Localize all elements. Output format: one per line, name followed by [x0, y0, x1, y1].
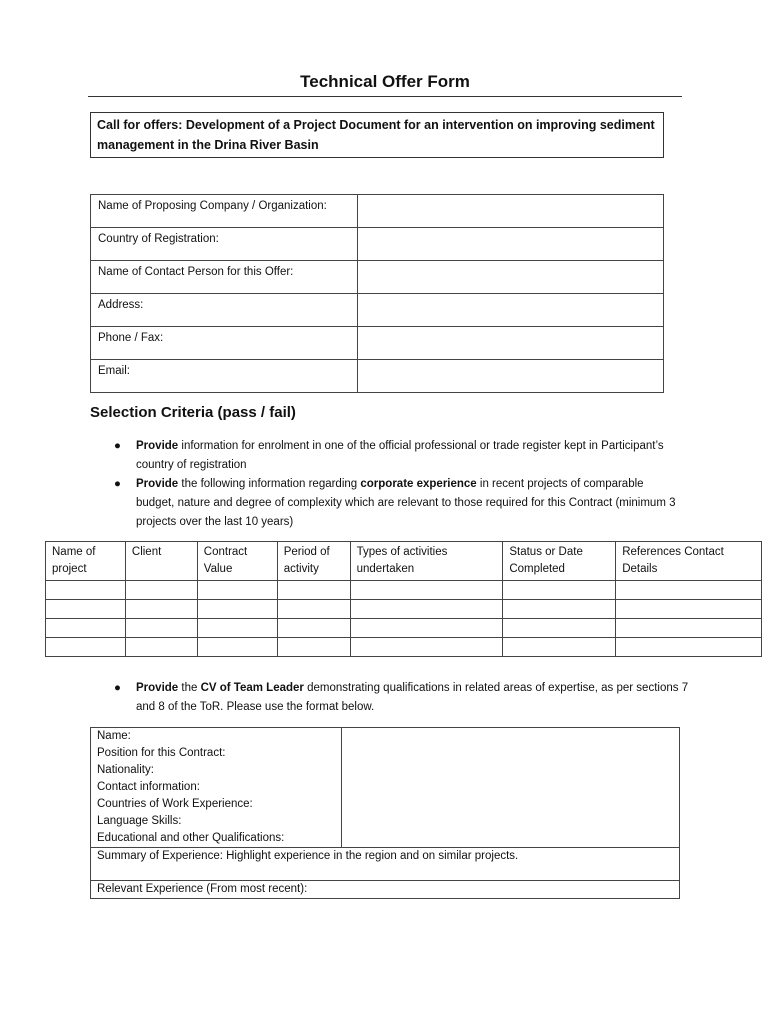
bullet-team-leader-cv — [114, 679, 696, 717]
table-cell[interactable] — [46, 600, 126, 619]
address-field[interactable] — [358, 294, 664, 327]
table-cell[interactable] — [46, 638, 126, 657]
cv-summary-field[interactable]: Summary of Experience: Highlight experience in the region and on similar projects. — [91, 848, 680, 881]
table-cell[interactable] — [503, 619, 616, 638]
phone-fax-label: Phone / Fax: — [91, 327, 358, 360]
table-cell[interactable] — [503, 638, 616, 657]
table-cell[interactable] — [125, 581, 197, 600]
page-title: Technical Offer Form — [300, 72, 470, 91]
table-cell[interactable] — [197, 600, 277, 619]
cv-relevant-experience-field[interactable]: Relevant Experience (From most recent): — [91, 881, 680, 899]
table-cell[interactable] — [125, 619, 197, 638]
cv-contact-label: Contact information: — [91, 779, 342, 796]
cv-name-label: Name: — [91, 728, 342, 746]
table-row — [91, 294, 664, 327]
table-cell[interactable] — [277, 581, 350, 600]
col-header-status: Status or Date Completed — [503, 542, 616, 581]
bullet-bold: Provide — [136, 682, 179, 694]
table-row — [91, 728, 680, 746]
table-cell[interactable] — [350, 638, 503, 657]
table-cell[interactable] — [125, 600, 197, 619]
bullet-text: the following information regarding — [178, 478, 361, 490]
table-row — [91, 195, 664, 228]
company-name-label: Name of Proposing Company / Organization: — [91, 195, 358, 228]
email-field[interactable] — [358, 360, 664, 393]
table-row — [91, 881, 680, 899]
table-cell[interactable] — [503, 600, 616, 619]
cv-languages-label: Language Skills: — [91, 813, 342, 830]
table-row — [46, 638, 762, 657]
call-for-offers-box: Call for offers: Development of a Project Document for an intervention on improving sediment management in the Drina River Basin — [90, 112, 664, 158]
table-cell[interactable] — [503, 581, 616, 600]
col-header-period: Period of activity — [277, 542, 350, 581]
table-cell[interactable] — [125, 638, 197, 657]
email-label: Email: — [91, 360, 358, 393]
bullet-bold-2: corporate experience — [360, 478, 477, 490]
projects-table — [45, 541, 762, 657]
table-row — [91, 327, 664, 360]
bullet-text: the — [178, 682, 201, 694]
cv-countries-label: Countries of Work Experience: — [91, 796, 342, 813]
table-cell[interactable] — [277, 638, 350, 657]
contact-person-label: Name of Contact Person for this Offer: — [91, 261, 358, 294]
bullet-register-info — [114, 437, 676, 475]
table-cell[interactable] — [616, 600, 762, 619]
company-info-table — [90, 194, 664, 393]
table-row — [91, 228, 664, 261]
col-header-name-of-project: Name of project — [46, 542, 126, 581]
title-underline — [88, 96, 682, 97]
bullet-icon: ● — [114, 440, 121, 452]
phone-fax-field[interactable] — [358, 327, 664, 360]
bullet-text-2: demonstrating qualifications in related areas of expertise, as per sections 7 and 8 of the ToR. Please use the format below. — [136, 682, 689, 713]
col-header-references: References Contact Details — [616, 542, 762, 581]
table-row — [91, 261, 664, 294]
selection-criteria-heading: Selection Criteria (pass / fail) — [90, 404, 296, 421]
table-cell[interactable] — [616, 619, 762, 638]
address-label: Address: — [91, 294, 358, 327]
bullet-bold: Provide — [136, 440, 179, 452]
table-row — [46, 619, 762, 638]
country-field[interactable] — [358, 228, 664, 261]
cv-table — [90, 727, 680, 899]
table-row — [91, 848, 680, 881]
table-row — [46, 581, 762, 600]
col-header-contract-value: Contract Value — [197, 542, 277, 581]
table-cell[interactable] — [46, 619, 126, 638]
table-cell[interactable] — [197, 581, 277, 600]
table-row — [91, 360, 664, 393]
cv-position-label: Position for this Contract: — [91, 745, 342, 762]
contact-person-field[interactable] — [358, 261, 664, 294]
table-cell[interactable] — [350, 619, 503, 638]
country-label: Country of Registration: — [91, 228, 358, 261]
bullet-text: information for enrolment in one of the official professional or trade register kept in Participant’s country of registration — [136, 440, 664, 471]
table-cell[interactable] — [197, 619, 277, 638]
bullet-bold-2: CV of Team Leader — [200, 682, 304, 694]
company-name-field[interactable] — [358, 195, 664, 228]
table-cell[interactable] — [277, 600, 350, 619]
cv-details-field[interactable] — [342, 728, 680, 848]
bullet-icon: ● — [114, 682, 121, 694]
cv-nationality-label: Nationality: — [91, 762, 342, 779]
col-header-client: Client — [125, 542, 197, 581]
table-cell[interactable] — [197, 638, 277, 657]
bullet-bold: Provide — [136, 478, 179, 490]
table-row — [46, 600, 762, 619]
table-cell[interactable] — [277, 619, 350, 638]
table-cell[interactable] — [616, 581, 762, 600]
bullet-text-2: in recent projects of comparable budget, nature and degree of complexity which are relevant to those required for this Contract (minimum 3 projects over the last 10 years) — [136, 478, 676, 528]
table-header-row — [46, 542, 762, 581]
table-cell[interactable] — [350, 581, 503, 600]
table-cell[interactable] — [350, 600, 503, 619]
col-header-activities: Types of activities undertaken — [350, 542, 503, 581]
bullet-corporate-experience — [114, 475, 676, 532]
bullet-icon: ● — [114, 478, 121, 490]
table-cell[interactable] — [616, 638, 762, 657]
cv-education-label: Educational and other Qualifications: — [91, 830, 342, 848]
table-cell[interactable] — [46, 581, 126, 600]
